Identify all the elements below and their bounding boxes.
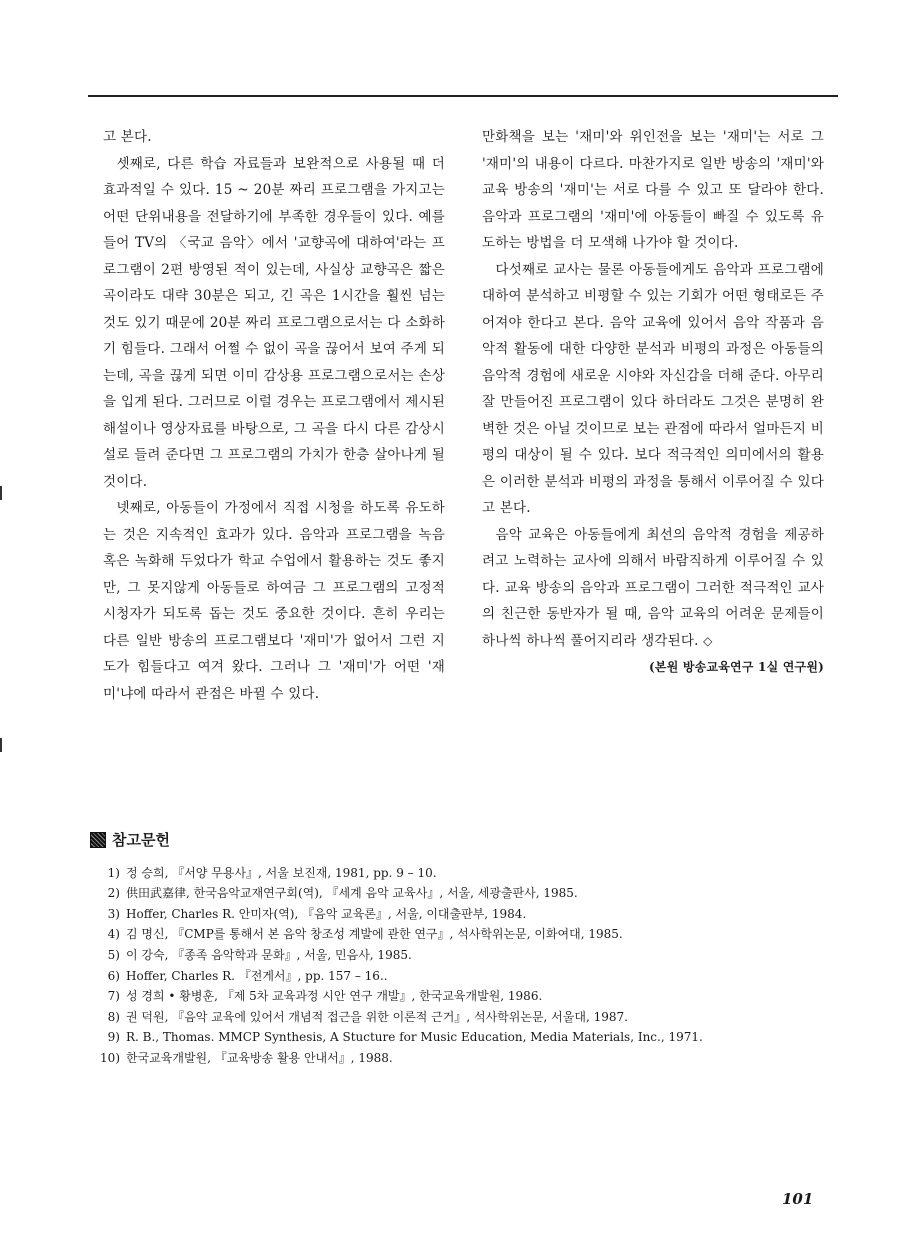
references-heading [90,830,830,851]
paragraph: 다섯째로 교사는 물론 아동들에게도 음악과 프로그램에 대하여 분석하고 비평할 수 있는 기회가 어떤 형태로든 주어져야 한다고 본다. 음악 교육에 있어서 음악 작품과 음악적 활동에 대한 다양한 분석과 비평의 과정은 아동들의 음악적 경험에 새로운 시야와 자신감을 더해 준다. 아무리 잘 만들어진 프로그램이 있다 하더라도 그것은 분명히 완벽한 것은 아닐 것이므로 보는 관점에 따라서 얼마든지 비평의 대상이 될 수 있다. 보다 적극적인 의미에서의 활용은 이러한 분석과 비평의 과정을 통해서 이루어질 수 있다고 본다. [482,261,824,516]
references-section [90,830,830,1069]
left-column [103,124,445,707]
reference-item: 4) 김 명신, 『CMP를 통해서 본 음악 창조성 계발에 관한 연구』, 석사학위논문, 이화여대, 1985. [107,927,623,942]
reference-item: 8) 권 덕원, 『음악 교육에 있어서 개념적 접근을 위한 이론적 근거』, 석사학위논문, 서울대, 1987. [107,1009,628,1024]
reference-item: 1) 정 승희, 『서양 무용사』, 서울 보진재, 1981, pp. 9 – 10. [107,865,437,880]
right-column [482,124,824,681]
page-number: 101 [782,1190,814,1208]
hatched-square-icon [90,832,106,848]
paragraph [482,522,824,655]
reference-item: 3) Hoffer, Charles R. 안미자(역), 『음악 교육론』, 서울, 이대출판부, 1984. [107,906,527,921]
header-rule [88,95,838,97]
author-affiliation: (본원 방송교육연구 1실 연구원) [649,660,824,674]
paragraph: 만화책을 보는 '재미'와 위인전을 보는 '재미'는 서로 그 '재미'의 내용이 다르다. 마찬가지로 일반 방송의 '재미'와 교육 방송의 '재미'는 서로 다를 수 있고 또 달라야 한다. 음악과 프로그램의 '재미'에 아동들이 빠질 수 있도록 유도하는 방법을 더 모색해 나가야 할 것이다. [482,129,824,251]
reference-item: 6) Hoffer, Charles R. 『전게서』, pp. 157 – 16.. [107,968,388,983]
reference-item: 2) 供田武嘉律, 한국음악교재연구회(역), 『세계 음악 교육사』, 서울, 세광출판사, 1985. [107,886,578,901]
paragraph-text: 음악 교육은 아동들에게 최선의 음악적 경험을 제공하려고 노력하는 교사에 의해서 바람직하게 이루어질 수 있다. 교육 방송의 음악과 프로그램이 그러한 적극적인 교사의 친근한 동반자가 될 때, 음악 교육의 어려운 문제들이 하나씩 하나씩 풀어지리라 생각된다. [482,526,824,649]
reference-list [90,863,830,1069]
reference-item: 9) R. B., Thomas. MMCP Synthesis, A Stucture for Music Education, Media Materials, Inc., 1971. [107,1030,703,1045]
scan-margin-mark [0,486,2,500]
reference-item: 10) 한국교육개발원, 『교육방송 활용 안내서』, 1988. [100,1050,393,1065]
diamond-icon: ◇ [703,633,713,648]
paragraph: 고 본다. [103,129,152,145]
paragraph: 셋째로, 다른 학습 자료들과 보완적으로 사용될 때 더 효과적일 수 있다. 15 ~ 20분 짜리 프로그램을 가지고는 어떤 단위내용을 전달하기에 부족한 경우들이 있다. 예를 들어 TV의 〈국교 음악〉에서 '교향곡에 대하여'라는 프로그램이 2편 방영된 적이 있는데, 사실상 교향곡은 짧은 곡이라도 대략 30분은 되고, 긴 곡은 1시간을 훨씬 넘는 것도 있기 때문에 20분 짜리 프로그램으로서는 다 소화하기 힘들다. 그래서 어쩔 수 없이 곡을 끊어서 보여 주게 되는데, 곡을 끊게 되면 이미 감상용 프로그램으로서는 손상을 입게 된다. 그러므로 이럴 경우는 프로그램에서 제시된 해설이나 영상자료를 바탕으로, 그 곡을 다시 다른 감상시설로 들려 준다면 그 프로그램의 가치가 한층 살아나게 될 것이다. [103,155,445,490]
references-title: 참고문헌 [112,831,170,849]
scan-margin-mark [0,738,2,752]
reference-item: 5) 이 강숙, 『종족 음악학과 문화』, 서울, 민음사, 1985. [107,947,412,962]
reference-item: 7) 성 경희 • 황병훈, 『제 5차 교육과정 시안 연구 개발』, 한국교육개발원, 1986. [107,989,543,1004]
paragraph: 넷째로, 아동들이 가정에서 직접 시청을 하도록 유도하는 것은 지속적인 효과가 있다. 음악과 프로그램을 녹음 혹은 녹화해 두었다가 학교 수업에서 활용하는 것도 좋지만, 그 못지않게 아동들로 하여금 그 프로그램의 고정적 시청자가 되도록 돕는 것도 중요한 것이다. 흔히 우리는 다른 일반 방송의 프로그램보다 '재미'가 없어서 그런 지도가 힘들다고 여겨 왔다. 그러나 그 '재미'가 어떤 '재미'냐에 따라서 관점은 바뀔 수 있다. [103,500,445,702]
